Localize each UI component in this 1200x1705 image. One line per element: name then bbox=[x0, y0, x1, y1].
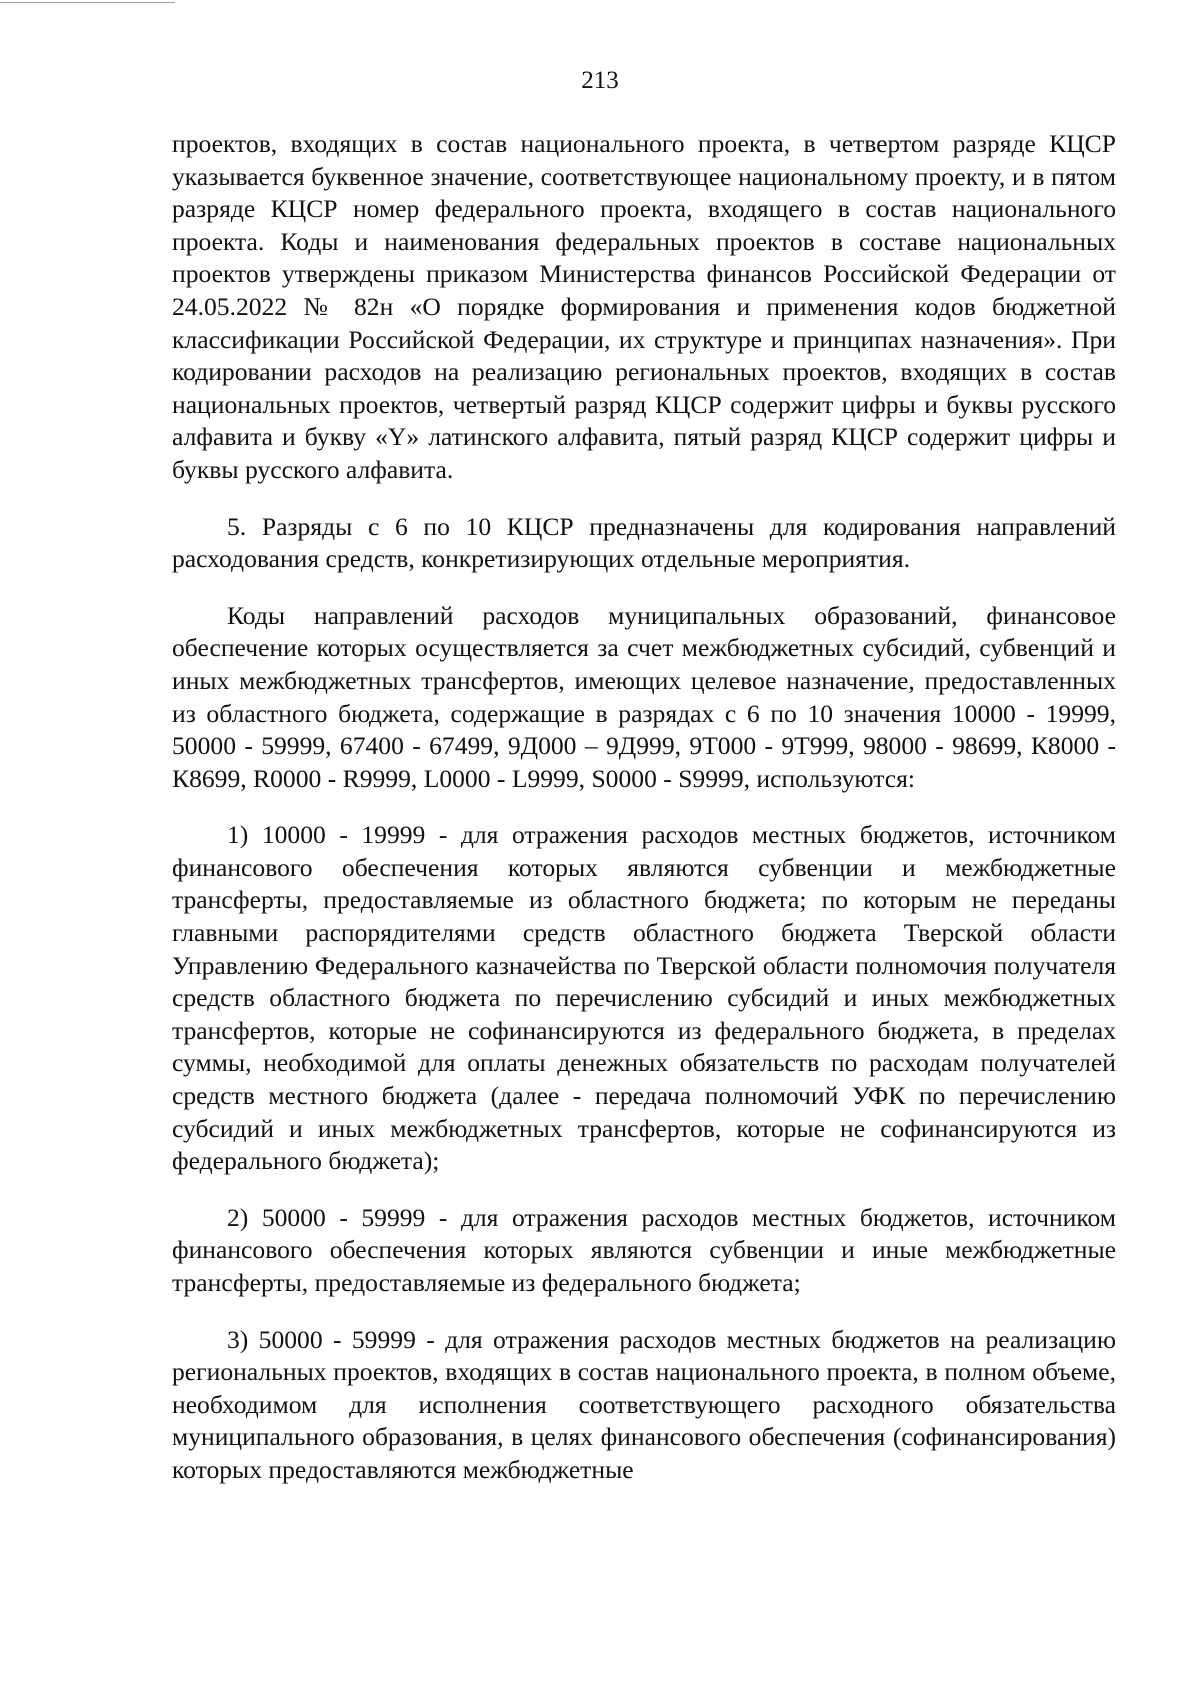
paragraph-subitem-2: 2) 50000 - 59999 - для отражения расходов местных бюджетов, источником финансового обеспечения которых являются субвенции и иные межбюджетные трансферты, предоставляемые из федерального бюджета; bbox=[172, 1202, 1116, 1297]
paragraph-codes-intro: Коды направлений расходов муниципальных образований, финансовое обеспечение которых осуществляется за счет межбюджетных субсидий, субвенций и иных межбюджетных трансфертов, имеющих целевое назначение, предоставленных из областного бюджета, содержащие в разрядах с 6 по 10 значения 10000 - 19999, 50000 - 59999, 67400 - 67499, 9Д000 – 9Д999, 9Т000 - 9Т999, 98000 - 98699, К8000 - К8699, R0000 - R9999, L0000 - L9999, S0000 - S9999, используются: bbox=[172, 600, 1116, 793]
page-number: 213 bbox=[581, 67, 619, 94]
document-body bbox=[172, 128, 1116, 1487]
scan-edge-mark bbox=[0, 2, 175, 3]
paragraph-continuation: проектов, входящих в состав национального проекта, в четвертом разряде КЦСР указывается буквенное значение, соответствующее национальному проекту, и в пятом разряде КЦСР номер федерального проекта, входящего в состав национального проекта. Коды и наименования федеральных проектов в составе национальных проектов утверждены приказом Министерства финансов Российской Федерации от 24.05.2022 № 82н «О порядке формирования и применения кодов бюджетной классификации Российской Федерации, их структуре и принципах назначения». При кодировании расходов на реализацию региональных проектов, входящих в состав национальных проектов, четвертый разряд КЦСР содержит цифры и буквы русского алфавита и букву «Y» латинского алфавита, пятый разряд КЦСР содержит цифры и буквы русского алфавита. bbox=[172, 129, 1116, 484]
paragraph-subitem-1: 1) 10000 - 19999 - для отражения расходов местных бюджетов, источником финансового обеспечения которых являются субвенции и межбюджетные трансферты, предоставляемые из областного бюджета; по которым не переданы главными распорядителями средств областного бюджета Тверской области Управлению Федерального казначейства по Тверской области полномочия получателя средств областного бюджета по перечислению субсидий и иных межбюджетных трансфертов, которые не софинансируются из федерального бюджета, в пределах суммы, необходимой для оплаты денежных обязательств по расходам получателей средств местного бюджета (далее - передача полномочий УФК по перечислению субсидий и иных межбюджетных трансфертов, которые не софинансируются из федерального бюджета); bbox=[172, 820, 1116, 1176]
paragraph-item-5: 5. Разряды с 6 по 10 КЦСР предназначены для кодирования направлений расходования средств, конкретизирующих отдельные мероприятия. bbox=[172, 511, 1116, 574]
paragraph-subitem-3: 3) 50000 - 59999 - для отражения расходов местных бюджетов на реализацию региональных проектов, входящих в состав национального проекта, в полном объеме, необходимом для исполнения соответствующего расходного обязательства муниципального образования, в целях финансового обеспечения (софинансирования) которых предоставляются межбюджетные bbox=[172, 1324, 1116, 1484]
